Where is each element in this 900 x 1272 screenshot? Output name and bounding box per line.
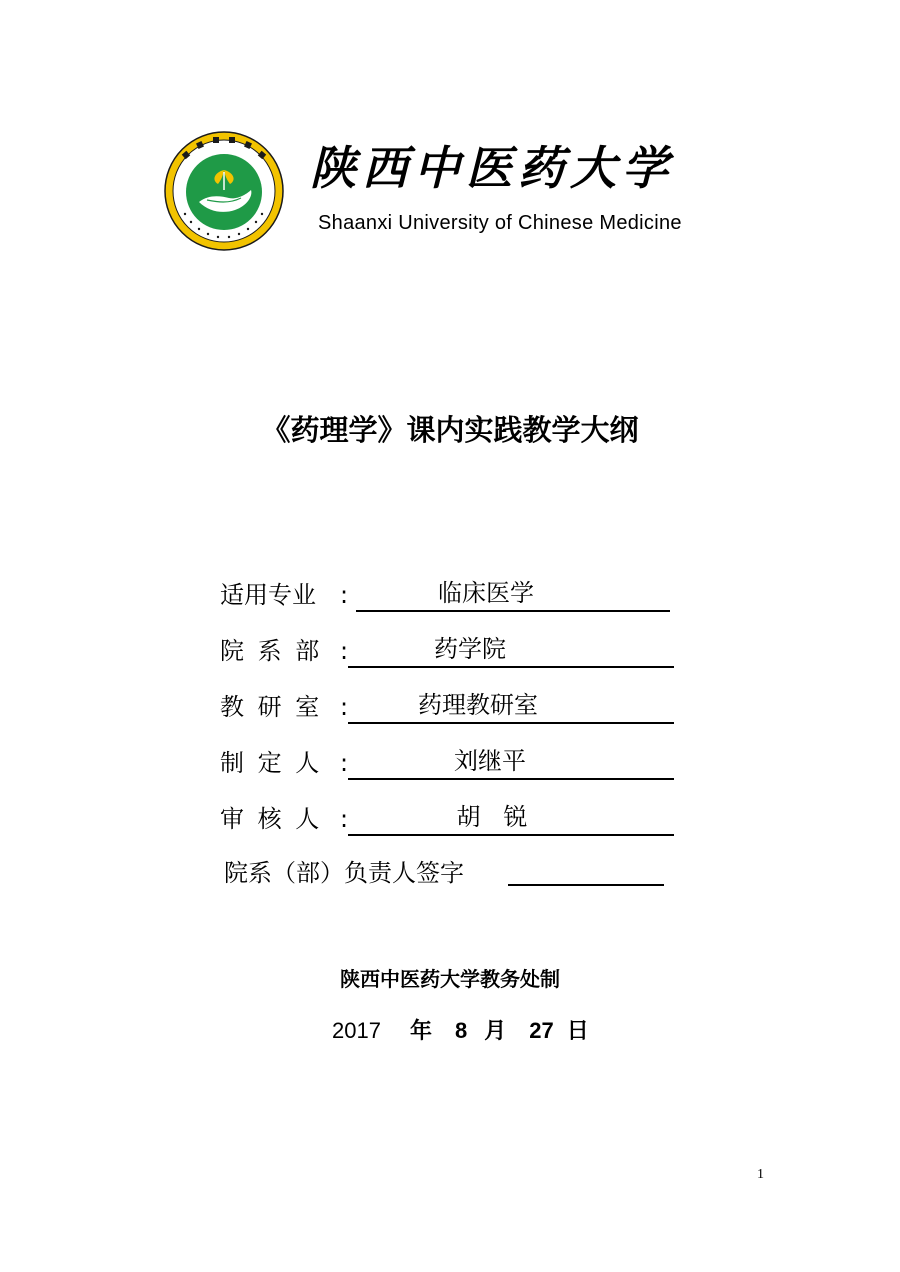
university-header (160, 128, 720, 252)
document-title: 《药理学》课内实践教学大纲 (261, 413, 639, 447)
field-colon: : (340, 581, 349, 609)
field-underline (356, 610, 670, 612)
issue-date (332, 1014, 589, 1045)
field-teaching-office (220, 690, 680, 724)
field-department (220, 634, 680, 668)
field-colon: : (340, 749, 349, 777)
date-day-unit: 日 (566, 1019, 589, 1044)
page-number: 1 (757, 1167, 764, 1182)
university-name-chinese: 陕西中医药大学 (310, 141, 674, 195)
university-name-english: Shaanxi University of Chinese Medicine (318, 212, 682, 234)
date-month: 8 (454, 1018, 468, 1043)
date-month-unit: 月 (484, 1019, 507, 1044)
field-colon: : (340, 637, 349, 665)
field-value: 药学院 (434, 635, 506, 663)
date-year-unit: 年 (409, 1019, 432, 1044)
field-reviewer (220, 802, 680, 836)
field-value: 临床医学 (438, 579, 534, 607)
university-seal-logo (163, 130, 285, 252)
signature-line (508, 884, 664, 886)
field-value: 药理教研室 (418, 691, 538, 719)
field-underline (348, 834, 674, 836)
field-underline (348, 666, 674, 668)
field-head-signature (220, 856, 680, 890)
field-colon: : (340, 805, 349, 833)
field-author (220, 746, 680, 780)
field-underline (348, 722, 674, 724)
field-major (220, 578, 680, 612)
field-label: 院 系 部 (220, 637, 323, 665)
field-label: 审 核 人 (220, 805, 323, 833)
field-label: 适用专业 (220, 581, 316, 609)
field-label: 制 定 人 (220, 749, 323, 777)
field-underline (348, 778, 674, 780)
field-label: 教 研 室 (220, 693, 323, 721)
issuing-office: 陕西中医药大学教务处制 (340, 967, 560, 991)
date-year: 2017 (332, 1018, 381, 1043)
field-value: 刘继平 (454, 747, 526, 775)
field-label: 院系（部）负责人签字 (224, 859, 464, 887)
date-day: 27 (529, 1018, 554, 1043)
field-value: 胡 锐 (456, 803, 528, 831)
field-colon: : (340, 693, 349, 721)
